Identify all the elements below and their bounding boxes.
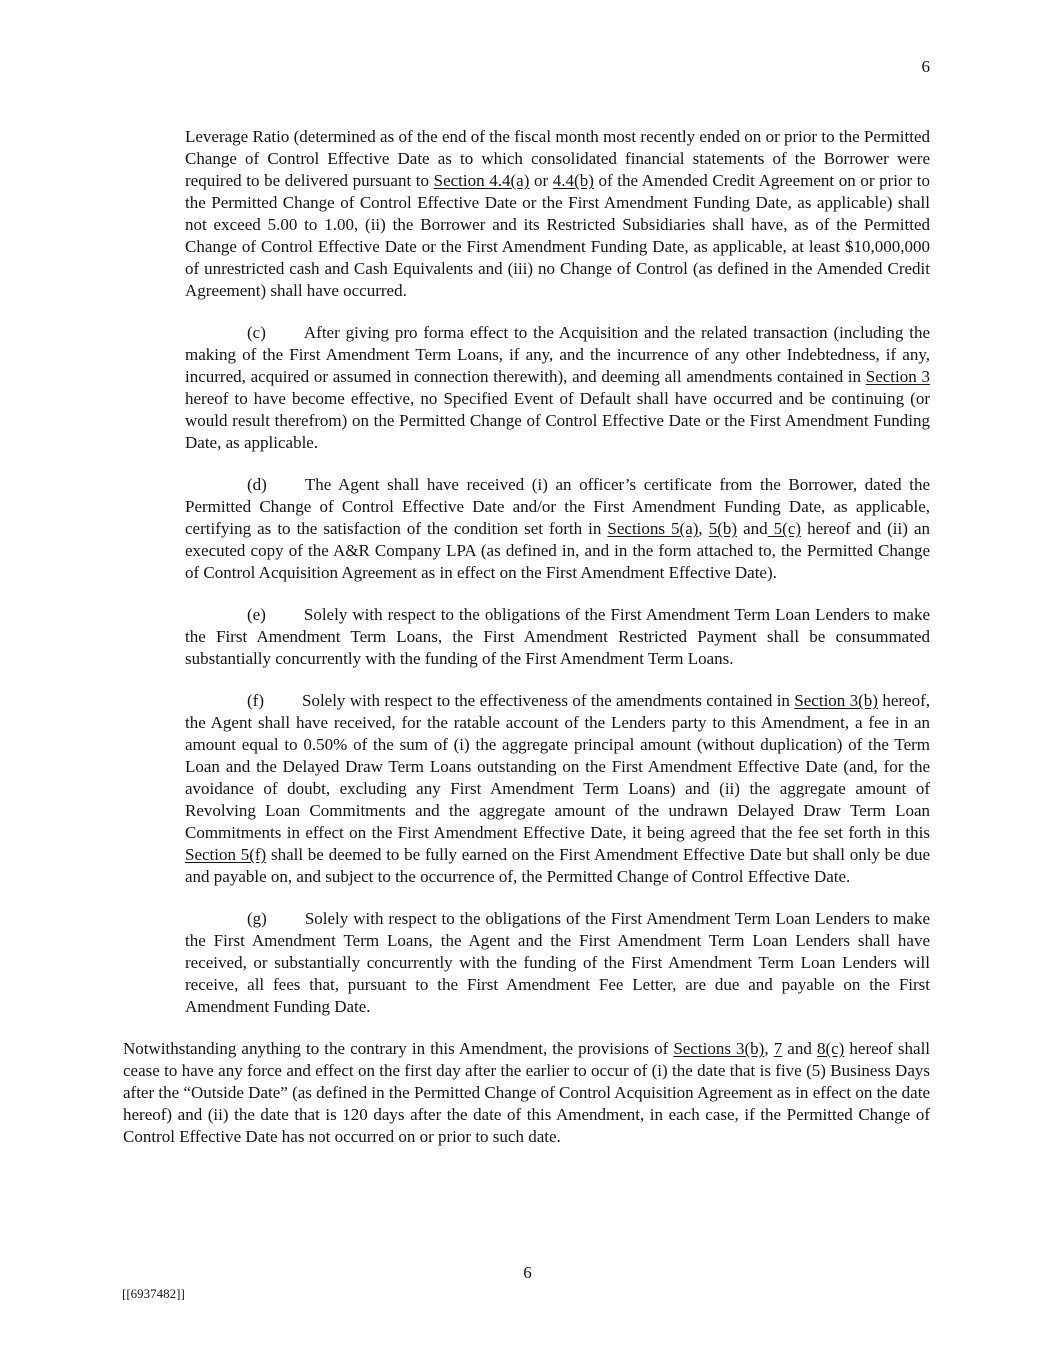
footer-page-number: 6 <box>523 1263 532 1282</box>
text-run: Notwithstanding anything to the contrary in this Amendment, the provisions of <box>123 1039 674 1058</box>
text-run: Solely with respect to the obligations of the First Amendment Term Loan Lenders to make the First Amendment Term Loans, the Agent and the First Amendment Term Loan Lenders shall have received, or substantially concurrently with the funding of the First Amendment Term Loan Lenders will receive, all fees that, pursuant to the First Amendment Fee Letter, are due and payable on the First Amendment Funding Date. <box>185 909 930 1016</box>
text-run: Solely with respect to the obligations of the First Amendment Term Loan Lenders to make the First Amendment Term Loans, the First Amendment Restricted Payment shall be consummated substantially concurrently with the funding of the First Amendment Term Loans. <box>185 605 930 668</box>
text-run: , <box>698 519 709 538</box>
paragraph-label: (d) <box>247 475 267 494</box>
paragraph <box>185 908 930 1018</box>
text-run: The Agent shall have received (i) an officer’s certificate from the Borrower, dated the Permitted Change of Control Effective Date and/or the First Amendment Funding Date, as applicable, certifying as to the satisfaction of the condition set forth in <box>185 475 930 538</box>
text-run: of the Amended Credit Agreement on or prior to the Permitted Change of Control Effective Date or the First Amendment Funding Date, as applicable) shall not exceed 5.00 to 1.00, (ii) the Borrower and its Restricted Subsidiaries shall have, as of the Permitted Change of Control Effective Date or the First Amendment Funding Date, as applicable, at least $10,000,000 of unrestricted cash and Cash Equivalents and (iii) no Change of Control (as defined in the Amended Credit Agreement) shall have occurred. <box>185 171 931 300</box>
text-run: hereof shall cease to have any force and effect on the first day after the earlier to occur of (i) the date that is five (5) Business Days after the “Outside Date” (as defined in the Permitted Change of Control Acquisition Agreement as in effect on the date hereof) and (ii) the date that is 120 days after the date of this Amendment, in each case, if the Permitted Change of Control Effective Date has not occurred on or prior to such date. <box>123 1039 931 1146</box>
section-reference: 7 <box>773 1039 783 1058</box>
paragraph <box>185 604 930 670</box>
section-reference: Sections 5(a) <box>607 519 699 538</box>
document-body <box>123 126 930 1168</box>
paragraph <box>185 322 930 454</box>
section-reference: Section 3 <box>865 367 930 386</box>
text-run: or <box>529 171 553 190</box>
paragraph-label: (f) <box>247 691 264 710</box>
paragraph-label: (g) <box>247 909 267 928</box>
text-run: Solely with respect to the effectiveness of the amendments contained in <box>301 691 795 710</box>
section-reference: Section 3(b) <box>794 691 878 710</box>
paragraph <box>185 690 930 888</box>
paragraph-label: (c) <box>247 323 266 342</box>
text-run: hereof, the Agent shall have received, for the ratable account of the Lenders party to this Amendment, a fee in an amount equal to 0.50% of the sum of (i) the aggregate principal amount (without duplication) of the Term Loan and the Delayed Draw Term Loans outstanding on the First Amendment Effective Date (and, for the avoidance of doubt, excluding any First Amendment Term Loans) and (ii) the aggregate amount of Revolving Loan Commitments and the aggregate amount of the undrawn Delayed Draw Term Loan Commitments in effect on the First Amendment Effective Date, it being agreed that the fee set forth in this <box>185 691 930 842</box>
footer-document-id: [[6937482]] <box>122 1286 185 1301</box>
text-run: , <box>764 1039 774 1058</box>
header-page-number: 6 <box>921 57 930 76</box>
text-run: After giving pro forma effect to the Acquisition and the related transaction (including the making of the First Amendment Term Loans, if any, and the incurrence of any other Indebtedness, if any, incurred, acquired or assumed in connection therewith), and deeming all amendments contained in <box>185 323 930 386</box>
section-reference: 8(c) <box>816 1039 845 1058</box>
section-reference: Section 5(f) <box>185 845 267 864</box>
text-run: and <box>737 519 768 538</box>
section-reference: 4.4(b) <box>552 171 594 190</box>
paragraph <box>123 1038 930 1148</box>
text-run: Leverage Ratio (determined as of the end of the fiscal month most recently ended on or prior to the Permitted Change of Control Effective Date as to which consolidated financial statements of the Borrower were required to be delivered pursuant to <box>185 127 930 190</box>
paragraph-label: (e) <box>247 605 266 624</box>
paragraph <box>185 474 930 584</box>
section-reference: Sections 3(b) <box>673 1039 765 1058</box>
section-reference: Section 4.4(a) <box>433 171 530 190</box>
text-run: shall be deemed to be fully earned on the First Amendment Effective Date but shall only be due and payable on, and subject to the occurrence of, the Permitted Change of Control Effective Date. <box>185 845 930 886</box>
text-run: and <box>782 1039 817 1058</box>
section-reference: 5(c) <box>767 519 802 538</box>
text-run: hereof and (ii) an executed copy of the A&R Company LPA (as defined in, and in the form attached to, the Permitted Change of Control Acquisition Agreement as in effect on the First Amendment Effective Date). <box>185 519 930 582</box>
section-reference: 5(b) <box>708 519 738 538</box>
text-run: hereof to have become effective, no Specified Event of Default shall have occurred and be continuing (or would result therefrom) on the Permitted Change of Control Effective Date or the First Amendment Funding Date, as applicable. <box>185 389 930 452</box>
paragraph <box>185 126 930 302</box>
